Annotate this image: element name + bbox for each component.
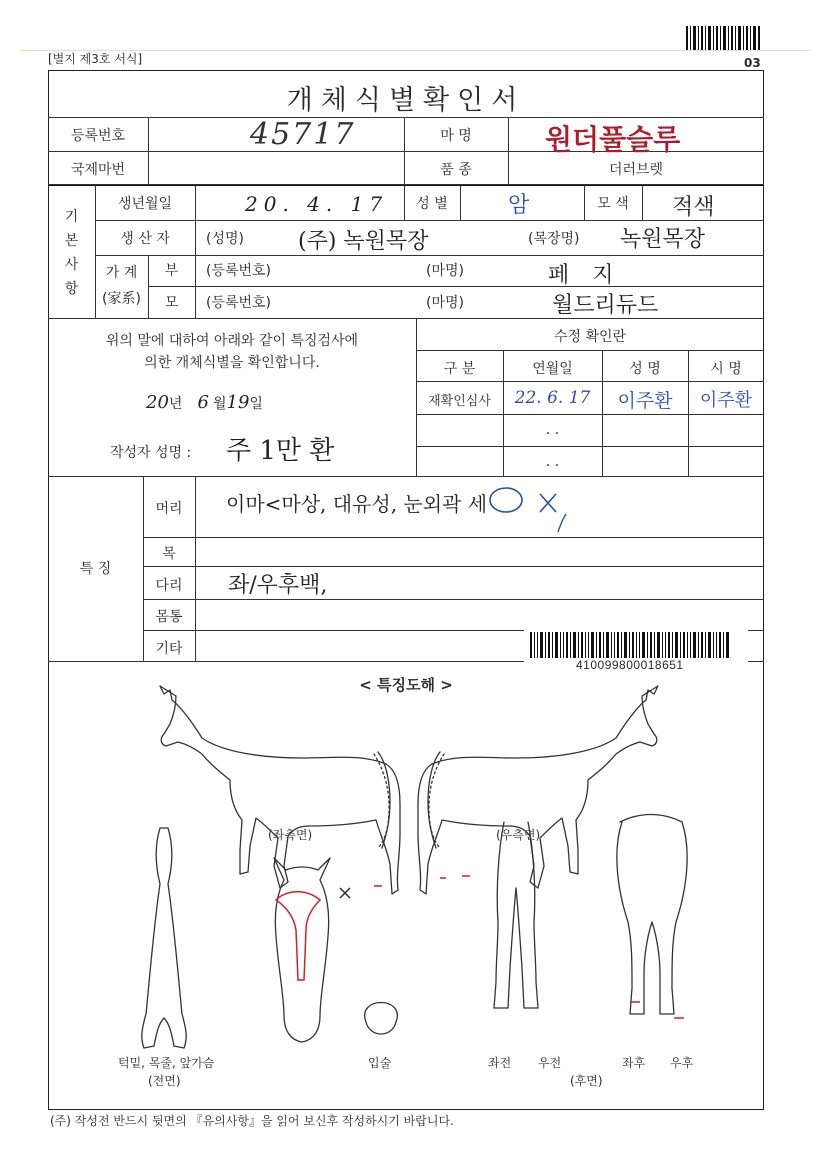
revision-col-date: 연월일	[532, 361, 573, 377]
revision-row-2-date: . .	[545, 422, 560, 438]
date-year: 20	[146, 392, 169, 413]
muzzle-view	[365, 1003, 398, 1035]
footer-note: (주) 작성전 반드시 뒷면의 『유의사항』을 읽어 보신후 작성하시기 바랍니다.	[50, 1114, 454, 1128]
breeder-label: 생 산 자	[120, 231, 170, 247]
family-hanja: (家系)	[102, 291, 141, 307]
front-label: (전면)	[148, 1074, 181, 1088]
revision-row-3-date: . .	[545, 454, 560, 470]
date-month-suffix: 월	[212, 396, 227, 412]
confirm-date	[146, 392, 263, 413]
writer-label: 작성자 성명 :	[110, 445, 192, 461]
rear-view	[617, 815, 687, 1015]
date-year-suffix: 년	[168, 396, 183, 412]
rear-label: (후면)	[570, 1074, 603, 1088]
basic-section-label-4: 항	[64, 281, 79, 297]
divider	[48, 185, 764, 186]
statement-line-2: 의한 개체식별을 확인합니다.	[144, 355, 320, 371]
divider	[195, 476, 196, 661]
right-side-horse	[418, 686, 658, 894]
revision-row-1-name: 이주환	[617, 390, 673, 412]
date-day-suffix: 일	[249, 396, 263, 412]
red-markings	[276, 876, 684, 1018]
top-barcode	[686, 26, 762, 50]
page-code: 03	[744, 56, 761, 70]
breeder-name-value: (주) 녹원목장	[298, 229, 429, 254]
head-label: 머리	[155, 501, 183, 517]
revision-col-sign: 시 명	[710, 361, 742, 377]
revision-row-1-sign: 이주환	[699, 390, 753, 411]
features-section-label: 특 징	[79, 561, 112, 577]
horse-name-value: 원더풀슬루	[545, 123, 681, 156]
leg-value: 좌/우후백,	[228, 573, 328, 598]
color-value: 적색	[672, 195, 715, 220]
horse-name-label: 마 명	[440, 128, 472, 144]
date-month: 6	[197, 392, 209, 413]
divider	[460, 185, 461, 220]
horse-diagram	[48, 680, 764, 1100]
breeder-name-label: (성명)	[206, 231, 244, 247]
family-label: 가 계	[105, 265, 138, 281]
front-caption: 턱밑, 목줄, 앞가슴	[118, 1056, 215, 1070]
date-day: 19	[226, 392, 250, 413]
body-label: 몸통	[155, 609, 183, 625]
sire-reg-label: (등록번호)	[206, 263, 272, 279]
basic-section-label-3: 사	[64, 257, 79, 273]
reg-no-value: 45717	[250, 117, 356, 152]
divider	[148, 286, 764, 287]
divider	[416, 446, 764, 447]
form-number: [별지 제3호 서식]	[48, 52, 143, 66]
front-chest-view	[142, 828, 186, 1048]
sire-label: 부	[164, 263, 179, 279]
divider	[143, 566, 764, 567]
sire-name-label: (마명)	[426, 263, 464, 279]
farm-label: (목장명)	[528, 231, 580, 247]
divider	[95, 220, 764, 221]
diagram-title: < 특징도해 >	[359, 676, 453, 694]
divider	[95, 255, 764, 256]
neck-label: 목	[162, 546, 176, 562]
divider	[48, 476, 764, 477]
dam-reg-label: (등록번호)	[206, 295, 272, 311]
etc-label: 기타	[155, 641, 183, 657]
dam-name-value: 월드리듀드	[552, 293, 659, 318]
revision-title: 수정 확인란	[553, 329, 627, 345]
head-marking-annotation	[478, 484, 568, 534]
divider	[642, 185, 643, 220]
barcode-number: 410099800018651	[576, 658, 684, 672]
hind-right-leg-label: 우후	[670, 1056, 694, 1070]
divider	[143, 599, 764, 600]
color-label: 모 색	[597, 196, 629, 212]
muzzle-label: 입술	[368, 1056, 392, 1070]
farm-value: 녹원목장	[620, 227, 706, 252]
divider	[416, 414, 764, 415]
revision-row-1-date: 22. 6. 17	[514, 388, 591, 408]
sex-value: 암	[508, 193, 530, 218]
barcode-sticker	[524, 630, 748, 674]
revision-row-1-kind: 재확인심사	[428, 394, 491, 409]
basic-section-label-2: 본	[64, 233, 79, 249]
left-side-horse	[160, 686, 400, 894]
divider	[416, 350, 764, 351]
divider	[148, 117, 149, 184]
left-side-label: (좌측면)	[268, 828, 313, 842]
page-title: 개체식별확인서	[286, 85, 526, 116]
front-right-leg-label: 우전	[538, 1056, 562, 1070]
revision-col-name: 성 명	[629, 361, 661, 377]
leg-label: 다리	[155, 578, 183, 594]
divider	[143, 537, 764, 538]
hind-left-leg-label: 좌후	[622, 1056, 646, 1070]
breed-value: 더러브렛	[608, 162, 664, 178]
right-side-label: (우측면)	[496, 828, 541, 842]
head-value: 이마<마상, 대유성, 눈외곽 세	[226, 492, 488, 516]
dam-label: 모	[164, 295, 179, 311]
intl-no-label: 국제마번	[70, 162, 126, 178]
revision-col-kind: 구 분	[443, 361, 476, 377]
front-left-leg-label: 좌전	[488, 1056, 512, 1070]
sex-label: 성 별	[416, 196, 448, 212]
writer-signature: 주 1만 환	[226, 436, 335, 466]
birth-date-value: 20. 4. 17	[245, 192, 389, 216]
barcode-graphic	[530, 632, 730, 658]
birth-date-label: 생년월일	[117, 196, 173, 212]
breed-label: 품 종	[440, 162, 472, 178]
dam-name-label: (마명)	[426, 295, 464, 311]
basic-section-label-1: 기	[64, 209, 79, 225]
reg-no-label: 등록번호	[70, 128, 126, 144]
sire-name-value: 페 지	[548, 263, 622, 288]
statement-line-1: 위의 말에 대하여 아래와 같이 특징검사에	[105, 333, 359, 349]
top-barcode-graphic	[686, 26, 762, 50]
divider	[416, 381, 764, 382]
